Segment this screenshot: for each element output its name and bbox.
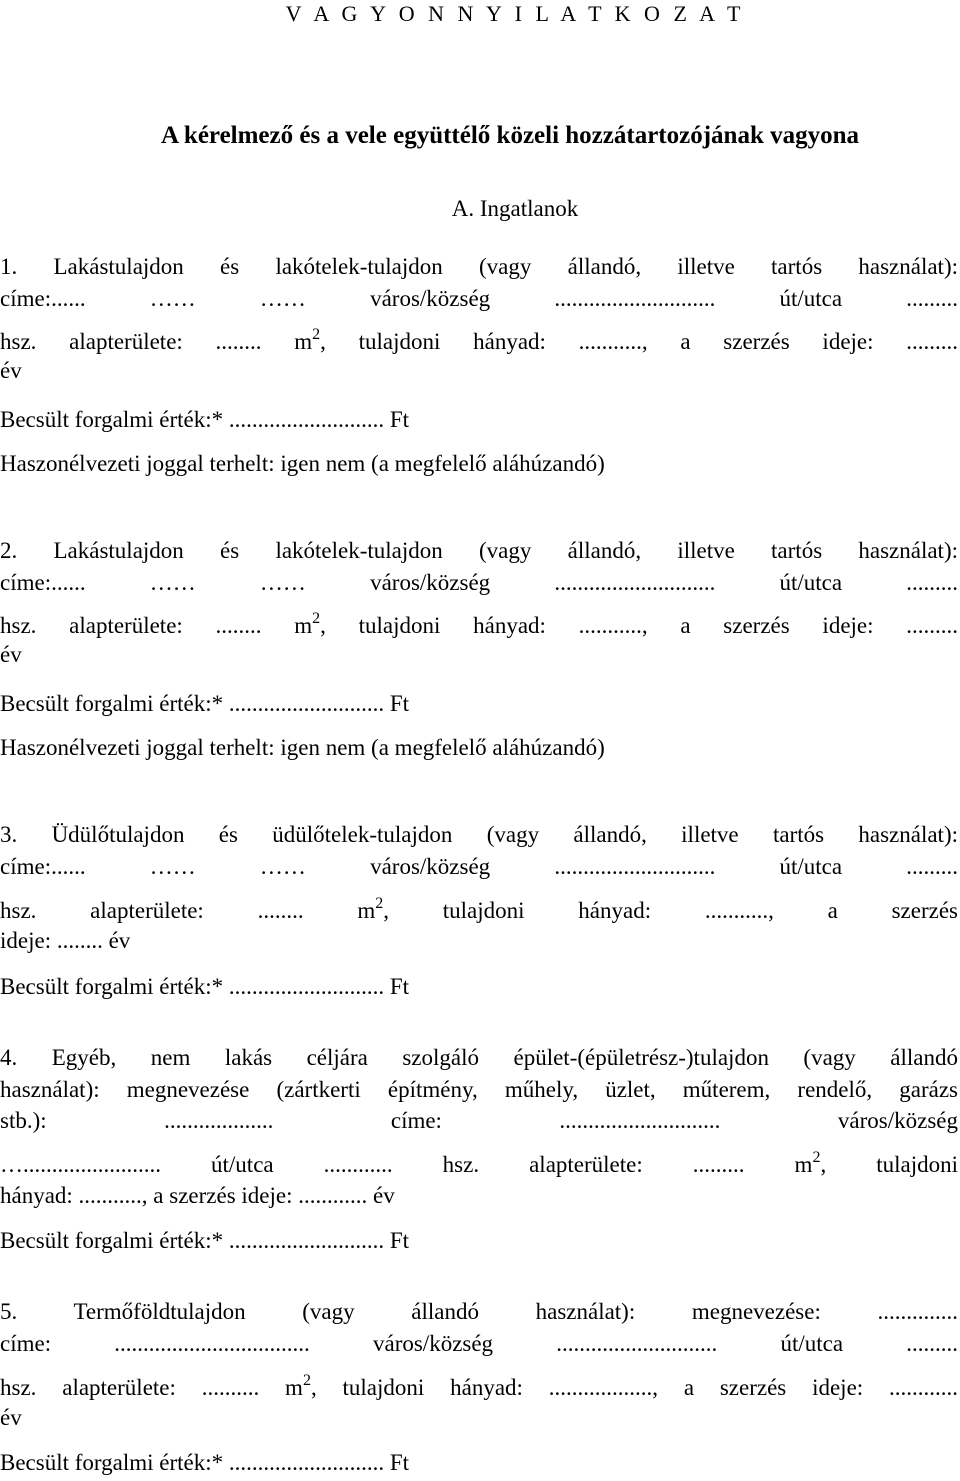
item-2-sq-sup: 2 xyxy=(312,610,321,627)
item-5-area: hsz. alapterülete: .......... m xyxy=(0,1375,303,1400)
item-3-value: Becsült forgalmi érték:* ........................... Ft xyxy=(0,974,410,999)
item-4-share-label: , tulajdoni xyxy=(820,1152,958,1177)
item-4-area-line xyxy=(0,1151,958,1179)
item-3-sq-sup: 2 xyxy=(375,895,384,912)
item-1-value: Becsült forgalmi érték:* ........................... Ft xyxy=(0,407,410,432)
item-5-title: 5. Termőföldtulajdon (vagy állandó használat): megnevezése: .............. xyxy=(0,1299,958,1324)
item-2-year: év xyxy=(0,642,22,667)
item-4-title: 4. Egyéb, nem lakás céljára szolgáló épület-(épületrész-)tulajdon (vagy állandó xyxy=(0,1045,958,1070)
item-2-share: , tulajdoni hányad: ..........., a szerzés ideje: ......... xyxy=(320,613,958,638)
item-3-title: 3. Üdülőtulajdon és üdülőtelek-tulajdon (vagy állandó, illetve tartós használat): xyxy=(0,822,958,847)
item-2-value: Becsült forgalmi érték:* ........................... Ft xyxy=(0,691,410,716)
item-4-description: használat): megnevezése (zártkerti építmény, műhely, üzlet, műterem, rendelő, garázs xyxy=(0,1077,958,1102)
item-5-share: , tulajdoni hányad: .................., a szerzés ideje: ............ xyxy=(310,1375,958,1400)
item-4-value: Becsült forgalmi érték:* ........................... Ft xyxy=(0,1228,410,1253)
item-5-sq-sup: 2 xyxy=(302,1372,311,1389)
item-4-address: stb.): ................... címe: ............................ város/község xyxy=(0,1108,958,1133)
item-4-sq-sup: 2 xyxy=(812,1149,821,1166)
item-4-share: hányad: ..........., a szerzés ideje: ............ év xyxy=(0,1183,395,1208)
item-1-usufruct: Haszonélvezeti joggal terhelt: igen nem (a megfelelő aláhúzandó) xyxy=(0,451,605,476)
item-1-title: 1. Lakástulajdon és lakótelek-tulajdon (vagy állandó, illetve tartós használat): xyxy=(0,254,958,279)
section-heading-real-estate: A. Ingatlanok xyxy=(451,196,579,221)
document-heading: A kérelmező és a vele együttélő közeli hozzátartozójának vagyona xyxy=(161,122,859,149)
item-5-value: Becsült forgalmi érték:* ........................... Ft xyxy=(0,1450,410,1475)
item-2-usufruct: Haszonélvezeti joggal terhelt: igen nem (a megfelelő aláhúzandó) xyxy=(0,735,605,760)
item-1-share: , tulajdoni hányad: ..........., a szerzés ideje: ......... xyxy=(320,329,958,354)
item-4-area: …........................ út/utca ............ hsz. alapterülete: ......... m xyxy=(0,1152,813,1177)
item-1-area: hsz. alapterülete: ........ m xyxy=(0,329,313,354)
item-3-area: hsz. alapterülete: ........ m xyxy=(0,898,376,923)
item-3-address: címe:...... …… …… város/község ............................ út/utca ......... xyxy=(0,854,958,879)
item-1-year: év xyxy=(0,358,22,383)
item-1-sq-sup: 2 xyxy=(312,326,321,343)
item-3-area-line xyxy=(0,897,958,925)
item-3-year: ideje: ........ év xyxy=(0,928,131,953)
item-5-area-line xyxy=(0,1374,958,1402)
item-3-share: , tulajdoni hányad: ..........., a szerzés xyxy=(383,898,958,923)
item-2-area-line xyxy=(0,612,958,640)
item-2-title: 2. Lakástulajdon és lakótelek-tulajdon (vagy állandó, illetve tartós használat): xyxy=(0,538,958,563)
item-2-address: címe:...... …… …… város/község ............................ út/utca ......... xyxy=(0,570,958,595)
document-title: V A G Y O N N Y I L A T K O Z A T xyxy=(285,1,745,26)
item-1-address: címe:...... …… …… város/község ............................ út/utca ......... xyxy=(0,286,958,311)
item-1-area-line xyxy=(0,328,958,356)
item-5-address: címe: .................................. város/község ............................ út/utca ......... xyxy=(0,1331,958,1356)
item-2-area: hsz. alapterülete: ........ m xyxy=(0,613,313,638)
item-5-year: év xyxy=(0,1405,22,1430)
